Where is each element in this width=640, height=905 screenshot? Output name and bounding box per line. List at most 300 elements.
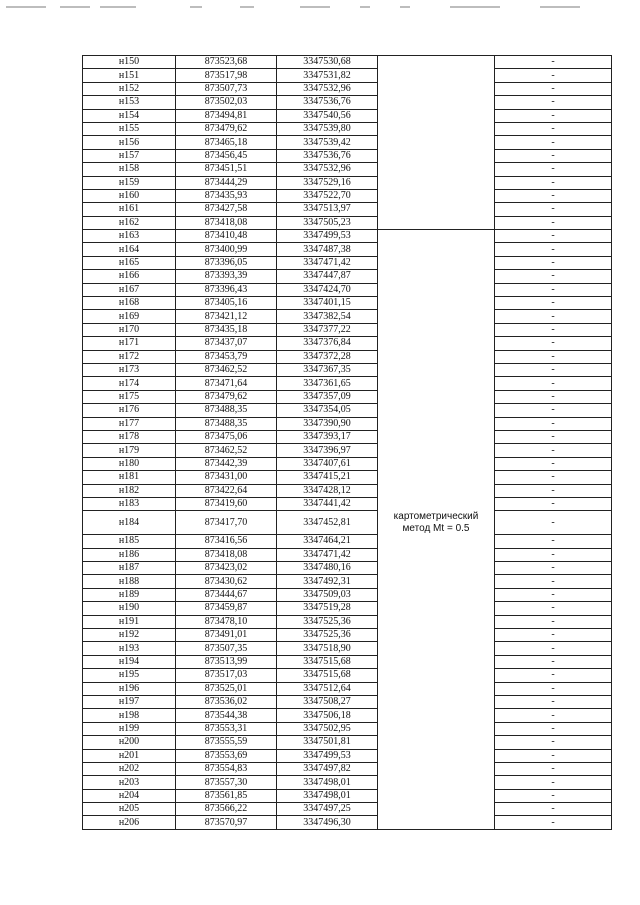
y-coordinate-cell: 3347505,23 [277, 216, 378, 229]
point-name-cell: н158 [83, 163, 176, 176]
method-cell [378, 230, 495, 243]
point-name-cell: н169 [83, 310, 176, 323]
accuracy-cell: - [495, 548, 612, 561]
table-row [83, 189, 612, 202]
method-cell [378, 404, 495, 417]
method-cell [378, 682, 495, 695]
y-coordinate-cell: 3347539,42 [277, 136, 378, 149]
y-coordinate-cell: 3347513,97 [277, 203, 378, 216]
x-coordinate-cell: 873396,05 [176, 256, 277, 269]
y-coordinate-cell: 3347498,01 [277, 789, 378, 802]
accuracy-cell: - [495, 189, 612, 202]
table-row [83, 417, 612, 430]
y-coordinate-cell: 3347471,42 [277, 256, 378, 269]
y-coordinate-cell: 3347354,05 [277, 404, 378, 417]
method-cell [378, 816, 495, 829]
accuracy-cell: - [495, 96, 612, 109]
table-row [83, 562, 612, 575]
method-cell [378, 602, 495, 615]
table-row [83, 789, 612, 802]
y-coordinate-cell: 3347525,36 [277, 629, 378, 642]
point-name-cell: н182 [83, 484, 176, 497]
method-cell [378, 377, 495, 390]
y-coordinate-cell: 3347376,84 [277, 337, 378, 350]
table-row [83, 457, 612, 470]
y-coordinate-cell: 3347428,12 [277, 484, 378, 497]
point-name-cell: н189 [83, 588, 176, 601]
x-coordinate-cell: 873453,79 [176, 350, 277, 363]
point-name-cell: н190 [83, 602, 176, 615]
method-cell [378, 484, 495, 497]
accuracy-cell: - [495, 457, 612, 470]
point-name-cell: н150 [83, 56, 176, 69]
method-cell [378, 323, 495, 336]
accuracy-cell: - [495, 82, 612, 95]
x-coordinate-cell: 873479,62 [176, 390, 277, 403]
method-cell [378, 642, 495, 655]
x-coordinate-cell: 873536,02 [176, 695, 277, 708]
y-coordinate-cell: 3347415,21 [277, 471, 378, 484]
method-label-line2: метод Mt = 0.5 [402, 522, 470, 534]
point-name-cell: н201 [83, 749, 176, 762]
y-coordinate-cell: 3347536,76 [277, 149, 378, 162]
y-coordinate-cell: 3347539,80 [277, 122, 378, 135]
point-name-cell: н180 [83, 457, 176, 470]
x-coordinate-cell: 873444,67 [176, 588, 277, 601]
point-name-cell: н161 [83, 203, 176, 216]
table-row [83, 163, 612, 176]
y-coordinate-cell: 3347509,03 [277, 588, 378, 601]
y-coordinate-cell: 3347401,15 [277, 297, 378, 310]
table-row [83, 310, 612, 323]
y-coordinate-cell: 3347452,81 [277, 511, 378, 535]
point-name-cell: н203 [83, 776, 176, 789]
table-row [83, 471, 612, 484]
x-coordinate-cell: 873554,83 [176, 762, 277, 775]
table-row [83, 323, 612, 336]
method-cell [378, 548, 495, 561]
method-cell [378, 69, 495, 82]
method-cell [378, 457, 495, 470]
accuracy-cell: - [495, 323, 612, 336]
accuracy-cell: - [495, 417, 612, 430]
method-cell [378, 776, 495, 789]
point-name-cell: н173 [83, 363, 176, 376]
table-row [83, 497, 612, 510]
accuracy-cell: - [495, 270, 612, 283]
x-coordinate-cell: 873488,35 [176, 404, 277, 417]
x-coordinate-cell: 873523,68 [176, 56, 277, 69]
x-coordinate-cell: 873430,62 [176, 575, 277, 588]
point-name-cell: н185 [83, 535, 176, 548]
x-coordinate-cell: 873435,93 [176, 189, 277, 202]
accuracy-cell: - [495, 776, 612, 789]
accuracy-cell: - [495, 535, 612, 548]
y-coordinate-cell: 3347396,97 [277, 444, 378, 457]
point-name-cell: н159 [83, 176, 176, 189]
coordinates-table-body [83, 56, 612, 830]
accuracy-cell: - [495, 430, 612, 443]
y-coordinate-cell: 3347498,01 [277, 776, 378, 789]
y-coordinate-cell: 3347515,68 [277, 655, 378, 668]
point-name-cell: н199 [83, 722, 176, 735]
x-coordinate-cell: 873465,18 [176, 136, 277, 149]
x-coordinate-cell: 873517,98 [176, 69, 277, 82]
point-name-cell: н179 [83, 444, 176, 457]
method-cell [378, 337, 495, 350]
table-row [83, 444, 612, 457]
x-coordinate-cell: 873418,08 [176, 216, 277, 229]
point-name-cell: н160 [83, 189, 176, 202]
point-name-cell: н176 [83, 404, 176, 417]
x-coordinate-cell: 873566,22 [176, 803, 277, 816]
method-cell [378, 655, 495, 668]
table-row [83, 176, 612, 189]
table-row [83, 56, 612, 69]
x-coordinate-cell: 873400,99 [176, 243, 277, 256]
y-coordinate-cell: 3347464,21 [277, 535, 378, 548]
table-row [83, 230, 612, 243]
y-coordinate-cell: 3347497,82 [277, 762, 378, 775]
y-coordinate-cell: 3347525,36 [277, 615, 378, 628]
point-name-cell: н202 [83, 762, 176, 775]
y-coordinate-cell: 3347496,30 [277, 816, 378, 829]
method-cell [378, 56, 495, 69]
point-name-cell: н165 [83, 256, 176, 269]
accuracy-cell: - [495, 497, 612, 510]
method-cell [378, 575, 495, 588]
x-coordinate-cell: 873491,01 [176, 629, 277, 642]
method-cell [378, 297, 495, 310]
accuracy-cell: - [495, 297, 612, 310]
accuracy-cell: - [495, 136, 612, 149]
method-cell [378, 615, 495, 628]
method-cell [378, 243, 495, 256]
y-coordinate-cell: 3347390,90 [277, 417, 378, 430]
method-cell [378, 562, 495, 575]
table-row [83, 709, 612, 722]
method-cell [378, 736, 495, 749]
accuracy-cell: - [495, 377, 612, 390]
point-name-cell: н187 [83, 562, 176, 575]
accuracy-cell: - [495, 350, 612, 363]
accuracy-cell: - [495, 163, 612, 176]
y-coordinate-cell: 3347508,27 [277, 695, 378, 708]
table-row [83, 629, 612, 642]
table-row [83, 722, 612, 735]
x-coordinate-cell: 873557,30 [176, 776, 277, 789]
table-row [83, 297, 612, 310]
method-cell [378, 149, 495, 162]
x-coordinate-cell: 873422,64 [176, 484, 277, 497]
method-cell [378, 722, 495, 735]
y-coordinate-cell: 3347501,81 [277, 736, 378, 749]
x-coordinate-cell: 873462,52 [176, 444, 277, 457]
accuracy-cell: - [495, 203, 612, 216]
point-name-cell: н171 [83, 337, 176, 350]
method-cell [378, 283, 495, 296]
table-row [83, 122, 612, 135]
table-row [83, 363, 612, 376]
x-coordinate-cell: 873417,70 [176, 511, 277, 535]
accuracy-cell: - [495, 176, 612, 189]
y-coordinate-cell: 3347499,53 [277, 230, 378, 243]
y-coordinate-cell: 3347531,82 [277, 69, 378, 82]
accuracy-cell: - [495, 310, 612, 323]
table-row [83, 377, 612, 390]
y-coordinate-cell: 3347502,95 [277, 722, 378, 735]
table-row [83, 736, 612, 749]
table-row [83, 149, 612, 162]
accuracy-cell: - [495, 602, 612, 615]
method-cell [378, 350, 495, 363]
x-coordinate-cell: 873416,56 [176, 535, 277, 548]
x-coordinate-cell: 873410,48 [176, 230, 277, 243]
table-row [83, 96, 612, 109]
table-row [83, 390, 612, 403]
point-name-cell: н206 [83, 816, 176, 829]
table-row [83, 655, 612, 668]
x-coordinate-cell: 873471,64 [176, 377, 277, 390]
accuracy-cell: - [495, 243, 612, 256]
table-row [83, 803, 612, 816]
accuracy-cell: - [495, 484, 612, 497]
x-coordinate-cell: 873462,52 [176, 363, 277, 376]
accuracy-cell: - [495, 109, 612, 122]
table-row [83, 270, 612, 283]
x-coordinate-cell: 873478,10 [176, 615, 277, 628]
point-name-cell: н178 [83, 430, 176, 443]
x-coordinate-cell: 873442,39 [176, 457, 277, 470]
method-cell [378, 803, 495, 816]
method-cell [378, 96, 495, 109]
point-name-cell: н193 [83, 642, 176, 655]
x-coordinate-cell: 873544,38 [176, 709, 277, 722]
point-name-cell: н197 [83, 695, 176, 708]
point-name-cell: н151 [83, 69, 176, 82]
x-coordinate-cell: 873437,07 [176, 337, 277, 350]
table-row [83, 404, 612, 417]
y-coordinate-cell: 3347361,65 [277, 377, 378, 390]
accuracy-cell: - [495, 736, 612, 749]
accuracy-cell: - [495, 562, 612, 575]
x-coordinate-cell: 873507,73 [176, 82, 277, 95]
y-coordinate-cell: 3347382,54 [277, 310, 378, 323]
method-cell [378, 163, 495, 176]
method-cell [378, 588, 495, 601]
accuracy-cell: - [495, 722, 612, 735]
accuracy-cell: - [495, 615, 612, 628]
accuracy-cell: - [495, 404, 612, 417]
x-coordinate-cell: 873451,51 [176, 163, 277, 176]
x-coordinate-cell: 873479,62 [176, 122, 277, 135]
y-coordinate-cell: 3347372,28 [277, 350, 378, 363]
point-name-cell: н156 [83, 136, 176, 149]
y-coordinate-cell: 3347529,16 [277, 176, 378, 189]
x-coordinate-cell: 873488,35 [176, 417, 277, 430]
point-name-cell: н200 [83, 736, 176, 749]
y-coordinate-cell: 3347518,90 [277, 642, 378, 655]
point-name-cell: н175 [83, 390, 176, 403]
method-cell [378, 430, 495, 443]
y-coordinate-cell: 3347497,25 [277, 803, 378, 816]
table-row [83, 511, 612, 535]
point-name-cell: н184 [83, 511, 176, 535]
accuracy-cell: - [495, 682, 612, 695]
method-cell [378, 709, 495, 722]
point-name-cell: н167 [83, 283, 176, 296]
table-row [83, 602, 612, 615]
y-coordinate-cell: 3347424,70 [277, 283, 378, 296]
point-name-cell: н188 [83, 575, 176, 588]
method-label-line1: картометрический [393, 510, 479, 522]
table-row [83, 695, 612, 708]
table-row [83, 283, 612, 296]
method-cell [378, 511, 495, 535]
accuracy-cell: - [495, 816, 612, 829]
accuracy-cell: - [495, 709, 612, 722]
y-coordinate-cell: 3347480,16 [277, 562, 378, 575]
accuracy-cell: - [495, 122, 612, 135]
method-cell [378, 497, 495, 510]
y-coordinate-cell: 3347506,18 [277, 709, 378, 722]
method-cell [378, 203, 495, 216]
x-coordinate-cell: 873393,39 [176, 270, 277, 283]
accuracy-cell: - [495, 149, 612, 162]
y-coordinate-cell: 3347447,87 [277, 270, 378, 283]
x-coordinate-cell: 873423,02 [176, 562, 277, 575]
method-cell [378, 629, 495, 642]
table-row [83, 535, 612, 548]
table-row [83, 682, 612, 695]
point-name-cell: н170 [83, 323, 176, 336]
x-coordinate-cell: 873405,16 [176, 297, 277, 310]
coordinates-table [82, 55, 612, 830]
method-cell [378, 789, 495, 802]
accuracy-cell: - [495, 256, 612, 269]
table-row [83, 762, 612, 775]
table-row [83, 749, 612, 762]
table-row [83, 350, 612, 363]
point-name-cell: н192 [83, 629, 176, 642]
x-coordinate-cell: 873502,03 [176, 96, 277, 109]
method-cell [378, 256, 495, 269]
y-coordinate-cell: 3347367,35 [277, 363, 378, 376]
x-coordinate-cell: 873421,12 [176, 310, 277, 323]
method-cell [378, 136, 495, 149]
accuracy-cell: - [495, 803, 612, 816]
y-coordinate-cell: 3347532,96 [277, 82, 378, 95]
accuracy-cell: - [495, 749, 612, 762]
x-coordinate-cell: 873570,97 [176, 816, 277, 829]
y-coordinate-cell: 3347540,56 [277, 109, 378, 122]
point-name-cell: н196 [83, 682, 176, 695]
x-coordinate-cell: 873427,58 [176, 203, 277, 216]
method-cell [378, 471, 495, 484]
point-name-cell: н157 [83, 149, 176, 162]
method-cell [378, 749, 495, 762]
table-row [83, 776, 612, 789]
y-coordinate-cell: 3347532,96 [277, 163, 378, 176]
x-coordinate-cell: 873475,06 [176, 430, 277, 443]
x-coordinate-cell: 873419,60 [176, 497, 277, 510]
accuracy-cell: - [495, 283, 612, 296]
point-name-cell: н153 [83, 96, 176, 109]
accuracy-cell: - [495, 642, 612, 655]
table-row [83, 136, 612, 149]
accuracy-cell: - [495, 230, 612, 243]
table-row [83, 575, 612, 588]
point-name-cell: н191 [83, 615, 176, 628]
accuracy-cell: - [495, 511, 612, 535]
accuracy-cell: - [495, 471, 612, 484]
method-cell [378, 189, 495, 202]
point-name-cell: н168 [83, 297, 176, 310]
x-coordinate-cell: 873553,69 [176, 749, 277, 762]
method-cell [378, 535, 495, 548]
accuracy-cell: - [495, 575, 612, 588]
method-cell [378, 669, 495, 682]
y-coordinate-cell: 3347499,53 [277, 749, 378, 762]
table-row [83, 548, 612, 561]
y-coordinate-cell: 3347512,64 [277, 682, 378, 695]
method-cell [378, 176, 495, 189]
accuracy-cell: - [495, 444, 612, 457]
x-coordinate-cell: 873507,35 [176, 642, 277, 655]
accuracy-cell: - [495, 363, 612, 376]
x-coordinate-cell: 873459,87 [176, 602, 277, 615]
accuracy-cell: - [495, 789, 612, 802]
table-row [83, 642, 612, 655]
x-coordinate-cell: 873513,99 [176, 655, 277, 668]
table-row [83, 484, 612, 497]
y-coordinate-cell: 3347441,42 [277, 497, 378, 510]
accuracy-cell: - [495, 390, 612, 403]
point-name-cell: н204 [83, 789, 176, 802]
y-coordinate-cell: 3347522,70 [277, 189, 378, 202]
point-name-cell: н183 [83, 497, 176, 510]
method-cell [378, 695, 495, 708]
point-name-cell: н155 [83, 122, 176, 135]
table-row [83, 669, 612, 682]
method-cell [378, 82, 495, 95]
x-coordinate-cell: 873494,81 [176, 109, 277, 122]
method-cell [378, 109, 495, 122]
accuracy-cell: - [495, 588, 612, 601]
point-name-cell: н172 [83, 350, 176, 363]
method-cell [378, 363, 495, 376]
y-coordinate-cell: 3347492,31 [277, 575, 378, 588]
method-cell [378, 310, 495, 323]
point-name-cell: н194 [83, 655, 176, 668]
table-row [83, 588, 612, 601]
point-name-cell: н163 [83, 230, 176, 243]
table-row [83, 256, 612, 269]
table-row [83, 615, 612, 628]
point-name-cell: н154 [83, 109, 176, 122]
y-coordinate-cell: 3347377,22 [277, 323, 378, 336]
y-coordinate-cell: 3347515,68 [277, 669, 378, 682]
x-coordinate-cell: 873456,45 [176, 149, 277, 162]
accuracy-cell: - [495, 762, 612, 775]
y-coordinate-cell: 3347487,38 [277, 243, 378, 256]
x-coordinate-cell: 873431,00 [176, 471, 277, 484]
point-name-cell: н152 [83, 82, 176, 95]
table-row [83, 337, 612, 350]
method-cell [378, 417, 495, 430]
point-name-cell: н164 [83, 243, 176, 256]
method-cell [378, 762, 495, 775]
